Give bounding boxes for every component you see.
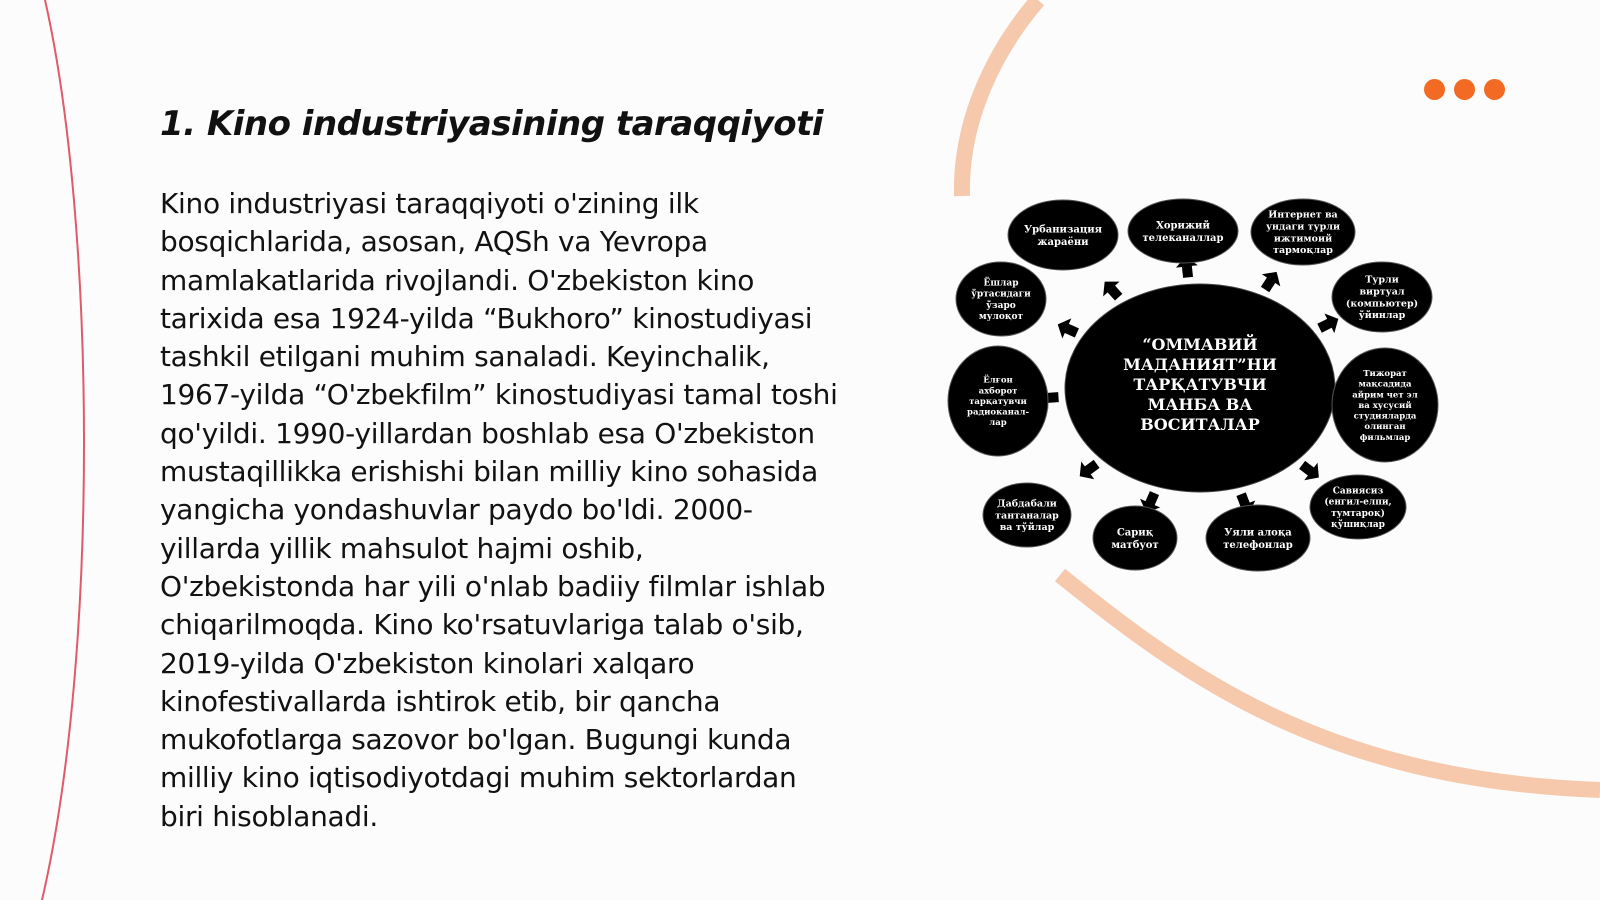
diagram-node-label: ўйинлар <box>1358 310 1406 322</box>
diagram-node-label: Ёшлар <box>983 278 1019 289</box>
arrow-icon <box>1053 314 1081 343</box>
dot-icon <box>1424 79 1445 100</box>
diagram-node-label: мақсадида <box>1358 379 1412 390</box>
diagram-center-label: ВОСИТАЛАР <box>1140 415 1260 434</box>
diagram-node-label: ўртасидаги <box>971 289 1031 300</box>
diagram-node-label: виртуал <box>1359 286 1405 298</box>
diagram-node-label: (енгил-елпи, <box>1324 497 1392 508</box>
diagram-node-label: Интернет ва <box>1268 209 1338 221</box>
arrow-icon <box>1096 274 1126 304</box>
diagram-node-label: Уяли алоқа <box>1224 527 1292 539</box>
top-arc-decoration <box>962 0 1038 196</box>
three-dots-icon <box>1424 79 1505 100</box>
diagram-node-label: тарқатувчи <box>969 397 1027 407</box>
diagram-center-label: МАНБА ВА <box>1147 395 1253 414</box>
diagram-node-label: (компьютер) <box>1345 298 1419 310</box>
diagram-center-label: ТАРҚАТУВЧИ <box>1133 375 1267 394</box>
diagram-node-label: Савиясиз <box>1332 486 1384 497</box>
diagram-center-label: “ОММАВИЙ <box>1142 335 1258 354</box>
diagram-node-label: Урбанизация <box>1023 224 1103 236</box>
diagram-node-label: мулоқот <box>978 312 1024 322</box>
diagram-node-label: ундаги турли <box>1265 221 1341 233</box>
arrow-icon <box>1295 456 1325 486</box>
diagram-node-label: Хорижий <box>1156 220 1210 232</box>
slide-title: 1. Kino industriyasining taraqqiyoti <box>160 104 824 144</box>
diagram-node-label: матбуот <box>1111 539 1159 551</box>
diagram-node-label: тармоқлар <box>1273 245 1333 257</box>
diagram-node-label: тантаналар <box>995 510 1059 522</box>
dot-icon <box>1454 79 1475 100</box>
diagram-node-label: фильмлар <box>1359 432 1411 443</box>
arrow-icon <box>1073 455 1103 485</box>
diagram-center-label: МАДАНИЯТ”НИ <box>1123 355 1277 374</box>
mass-culture-diagram <box>945 195 1455 580</box>
diagram-node-label: Сариқ <box>1116 527 1154 539</box>
diagram-node-label: олинган <box>1364 422 1406 433</box>
diagram-node-label: қўшиқлар <box>1331 520 1385 530</box>
diagram-node-label: Турли <box>1365 274 1399 286</box>
diagram-node-label: Дабдабали <box>997 498 1057 510</box>
diagram-node-label: лар <box>989 418 1007 429</box>
diagram-node-label: Ёлғон <box>983 375 1013 386</box>
bottom-arc-decoration <box>1060 575 1600 790</box>
diagram-node-label: радиоканал- <box>967 407 1029 418</box>
diagram-node-label: ва тўйлар <box>999 522 1055 534</box>
diagram-node-label: телефонлар <box>1223 539 1293 551</box>
dot-icon <box>1484 79 1505 100</box>
left-border-curve <box>42 0 84 900</box>
diagram-node-label: Тижорат <box>1363 369 1407 380</box>
diagram-node-label: студияларда <box>1353 411 1417 422</box>
diagram-node-label: ўзаро <box>986 300 1016 311</box>
diagram-node-label: ва хусусий <box>1358 401 1412 411</box>
arrow-icon <box>1256 266 1286 296</box>
diagram-node-label: ахборот <box>978 386 1018 397</box>
diagram-node-label: ижтимоий <box>1273 233 1333 245</box>
diagram-node-label: тумтароқ) <box>1331 508 1385 519</box>
diagram-node-label: айрим чет эл <box>1352 390 1418 401</box>
diagram-node-label: телеканаллар <box>1142 232 1224 244</box>
diagram-node-label: жараёни <box>1037 236 1089 248</box>
slide-body-text: Kino industriyasi taraqqiyoti o'zining ilk bosqichlarida, asosan, AQSh va Yevropa mamlakatlarida rivojlandi. O'zbekiston kino tarixida esa 1924-yilda “Bukhoro” kinostudiyasi tashkil etilgani muhim sanaladi. Keyinchalik, 1967-yilda “O'zbekfilm” kinostudiyasi tamal toshi qo'yildi. 1990-yillardan boshlab esa O'zbekiston mustaqillikka erishishi bilan milliy kino sohasida yangicha yondashuvlar paydo bo'ldi. 2000-yillarda yillik mahsulot hajmi oshib, O'zbekistonda har yili o'nlab badiiy filmlar ishlab chiqarilmoqda. Kino ko'rsatuvlariga talab o'sib, 2019-yilda O'zbekiston kinolari xalqaro kinofestivallarda ishtirok etib, bir qancha mukofotlarga sazovor bo'lgan. Bugungi kunda milliy kino iqtisodiyotdagi muhim sektorlardan biri hisoblanadi. <box>160 187 838 833</box>
